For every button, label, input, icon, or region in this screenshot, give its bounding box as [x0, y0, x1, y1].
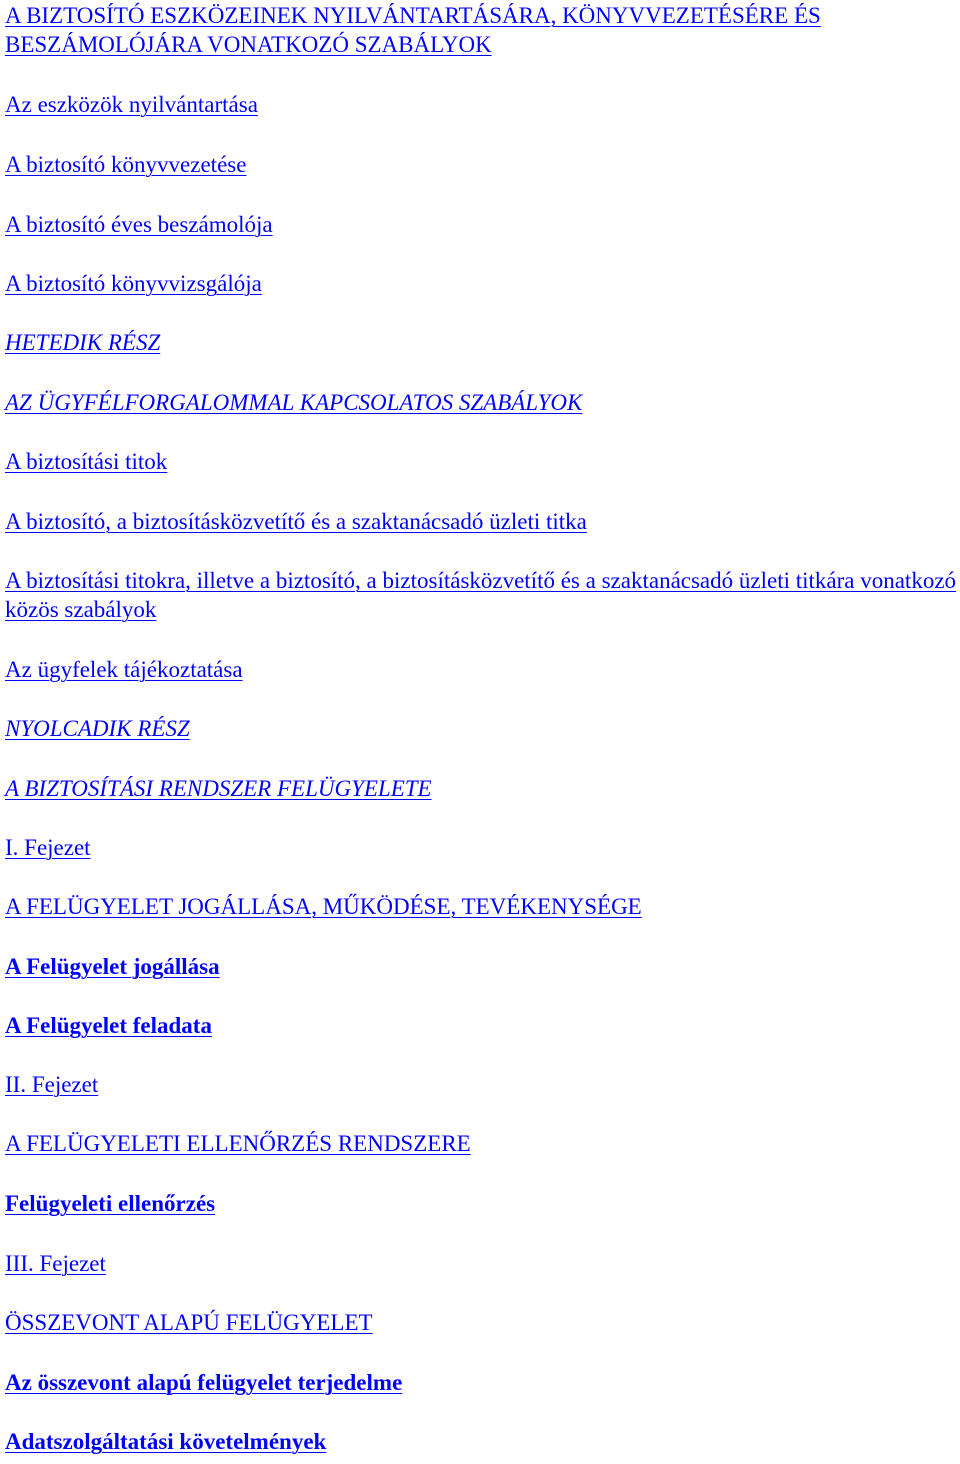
toc-link-felugyeleti-ellenorzes-rendszere[interactable]: A FELÜGYELETI ELLENŐRZÉS RENDSZERE [5, 1131, 471, 1156]
toc-link-felugyeleti-ellenorzes[interactable]: Felügyeleti ellenőrzés [5, 1191, 216, 1216]
toc-link-adatszolgaltatasi-kovetelmenyek[interactable]: Adatszolgáltatási követelmények [5, 1429, 327, 1454]
toc-link-iii-fejezet[interactable]: III. Fejezet [5, 1251, 106, 1276]
toc-link-felugyelet-jogallasa-mukodese[interactable]: A FELÜGYELET JOGÁLLÁSA, MŰKÖDÉSE, TEVÉKENYSÉGE [5, 894, 642, 919]
toc-link-biztositasi-titok[interactable]: A biztosítási titok [5, 449, 168, 474]
toc-link-nyolcadik-resz[interactable]: NYOLCADIK RÉSZ [5, 716, 190, 741]
toc-link-biztosito-konyvvizsgaloja[interactable]: A biztosító könyvvizsgálója [5, 271, 262, 296]
toc-link-ugyfelek-tajekoztatasa[interactable]: Az ügyfelek tájékoztatása [5, 657, 243, 682]
toc-link-i-fejezet[interactable]: I. Fejezet [5, 835, 91, 860]
toc-link-uzleti-titka[interactable]: A biztosító, a biztosításközvetítő és a szaktanácsadó üzleti titka [5, 509, 587, 534]
toc-link-osszevont-alapu-felugyelet[interactable]: ÖSSZEVONT ALAPÚ FELÜGYELET [5, 1310, 373, 1335]
toc-link-biztositasi-rendszer-felugyelete[interactable]: A BIZTOSÍTÁSI RENDSZER FELÜGYELETE [5, 776, 432, 801]
toc-link-felugyelet-jogallasa[interactable]: A Felügyelet jogállása [5, 954, 220, 979]
toc-link-kozos-szabalyok[interactable]: A biztosítási titokra, illetve a biztosító, a biztosításközvetítő és a szaktanácsadó üzleti titkára vonatkozó közös szabályok [5, 568, 957, 622]
toc-link-hetedik-resz[interactable]: HETEDIK RÉSZ [5, 330, 161, 355]
toc-link-biztosito-eves-beszamoloja[interactable]: A biztosító éves beszámolója [5, 212, 273, 237]
toc-link-biztosito-konyvvezetese[interactable]: A biztosító könyvvezetése [5, 152, 247, 177]
toc-link-ugyfelforgalommal-kapcsolatos-szabalyok[interactable]: AZ ÜGYFÉLFORGALOMMAL KAPCSOLATOS SZABÁLYOK [5, 390, 583, 415]
toc-link-eszkozok-nyilvantartasa[interactable]: Az eszközök nyilvántartása [5, 92, 258, 117]
toc-link-ii-fejezet[interactable]: II. Fejezet [5, 1072, 99, 1097]
toc-link-osszevont-alapu-felugyelet-terjedelme[interactable]: Az összevont alapú felügyelet terjedelme [5, 1370, 403, 1395]
toc-link-biztosito-eszkozeinek-nyilvantartasa[interactable]: A BIZTOSÍTÓ ESZKÖZEINEK NYILVÁNTARTÁSÁRA, KÖNYVVEZETÉSÉRE ÉS BESZÁMOLÓJÁRA VONATKOZÓ SZABÁLYOK [5, 3, 821, 57]
toc-link-felugyelet-feladata[interactable]: A Felügyelet feladata [5, 1013, 212, 1038]
